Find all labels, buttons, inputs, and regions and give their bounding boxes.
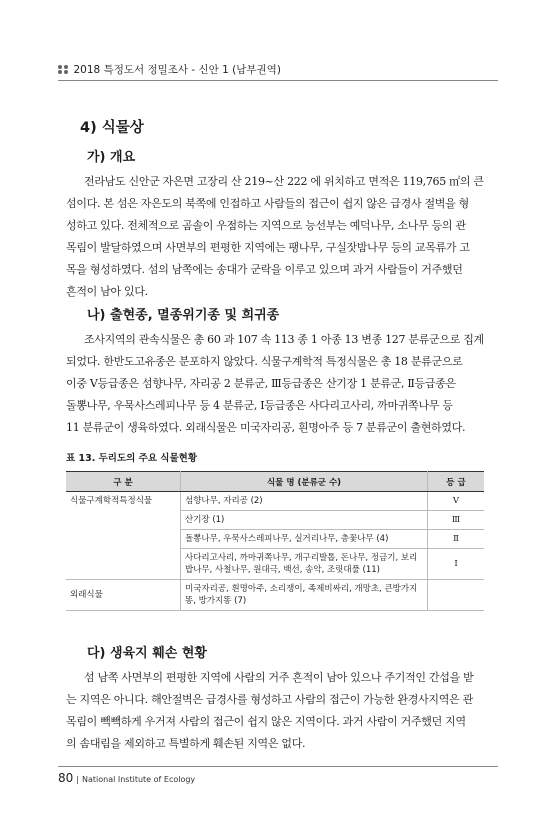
text-line: 전라남도 신안군 자은면 고장리 산 219~산 222 에 위치하고 면적은 119,765 ㎡의 큰 [84,175,484,188]
species-cell: 산기장 (1) [181,511,428,530]
text-line: 돌뽕나무, 우묵사스레피나무 등 4 분류군, Ⅰ등급종은 사다리고사리, 까마귀쪽나무 등 [66,399,453,412]
subsection-title-damage: 다) 생육지 훼손 현황 [87,646,207,661]
text-line: 목림이 빽빽하게 우거져 사람의 접근이 쉽지 않은 지역이다. 과거 사람이 거주했던 지역 [66,715,466,728]
page-number: 80 [58,771,74,785]
plant-status-table [66,471,484,611]
dots-icon [58,65,68,75]
text-line: 조사지역의 관속식물은 총 60 과 107 속 113 종 1 아종 13 변종 127 분류군으로 집계 [84,333,484,346]
table-row [66,492,484,511]
column-header-grade: 등 급 [428,472,485,492]
grade-cell: Ⅰ [428,549,485,580]
running-title: 2018 특정도서 정밀조사 - 신안 1 (남부권역) [73,64,281,76]
text-line: 되었다. 한반도고유종은 분포하지 않았다. 식물구계학적 특정식물은 총 18 분류군으로 [66,355,463,368]
table-caption: 표 13. 두리도의 주요 식물현황 [66,453,198,464]
text-line: 의 솜대림을 제외하고 특별하게 훼손된 지역은 없다. [66,737,306,750]
grade-cell: Ⅱ [428,530,485,549]
institution-name: National Institute of Ecology [81,775,196,784]
running-header [58,62,498,77]
page-footer [58,771,195,785]
footer-separator: | [76,775,79,784]
footer-divider [58,766,498,767]
text-line: 11 분류군이 생육하였다. 외래식물은 미국자리공, 흰명아주 등 7 분류군이 출현하였다. [66,421,466,434]
text-line: 흔적이 남아 있다. [66,285,148,298]
text-line: 성하고 있다. 전체적으로 곰솔이 우점하는 지역으로 능선부는 예덕나무, 소나무 등의 관 [66,219,466,232]
subsection-title-overview: 가) 개요 [87,150,136,165]
table-row [66,580,484,611]
text-line: 는 지역은 아니다. 해안절벽은 급경사를 형성하고 사람의 접근이 가능한 완경사지역은 관 [66,693,473,706]
text-line: 섬 남쪽 사면부의 편평한 지역에 사람의 거주 흔적이 남아 있으나 주기적인 간섭을 받 [84,671,474,684]
section-title: 4) 식물상 [80,120,144,136]
species-cell: 돌뽕나무, 우묵사스레피나무, 실거리나무, 층꽃나무 (4) [181,530,428,549]
species-cell: 섬향나무, 자리공 (2) [181,492,428,511]
species-cell: 사다리고사리, 까마귀쪽나무, 개구리발톱, 돈나무, 정금기, 보리밥나무, 사철나무, 원대극, 백선, 송악, 조릿대풀 (11) [181,549,428,580]
species-cell: 미국자리공, 흰명아주, 소리쟁이, 족제비싸리, 개망초, 큰방가지똥, 방가지똥 (7) [181,580,428,611]
table-header-row [66,472,484,492]
paragraph-damage [66,667,484,755]
grade-cell [428,580,485,611]
grade-cell: Ⅲ [428,511,485,530]
header-divider [58,80,498,81]
grade-cell: Ⅴ [428,492,485,511]
text-line: 목을 형성하였다. 섬의 남쪽에는 송대가 군락을 이루고 있으며 과거 사람들이 거주했던 [66,263,463,276]
paragraph-species [66,329,484,439]
text-line: 섬이다. 본 섬은 자은도의 북쪽에 인접하고 사람들의 접근이 쉽지 않은 급경사 절벽을 형 [66,197,469,210]
text-line: 목림이 발달하였으며 사면부의 편평한 지역에는 팽나무, 구실잣밤나무 등의 교목류가 고 [66,241,470,254]
category-cell: 식물구계학적특정식물 [66,492,181,580]
category-cell: 외래식물 [66,580,181,611]
paragraph-overview [66,171,484,303]
text-line: 이중 V등급종은 섬향나무, 자리공 2 분류군, Ⅲ등급종은 산기장 1 분류군, Ⅱ등급종은 [66,377,456,390]
column-header-species: 식물 명 (분류군 수) [181,472,428,492]
subsection-title-species: 나) 출현종, 멸종위기종 및 희귀종 [87,308,280,323]
column-header-category: 구 분 [66,472,181,492]
